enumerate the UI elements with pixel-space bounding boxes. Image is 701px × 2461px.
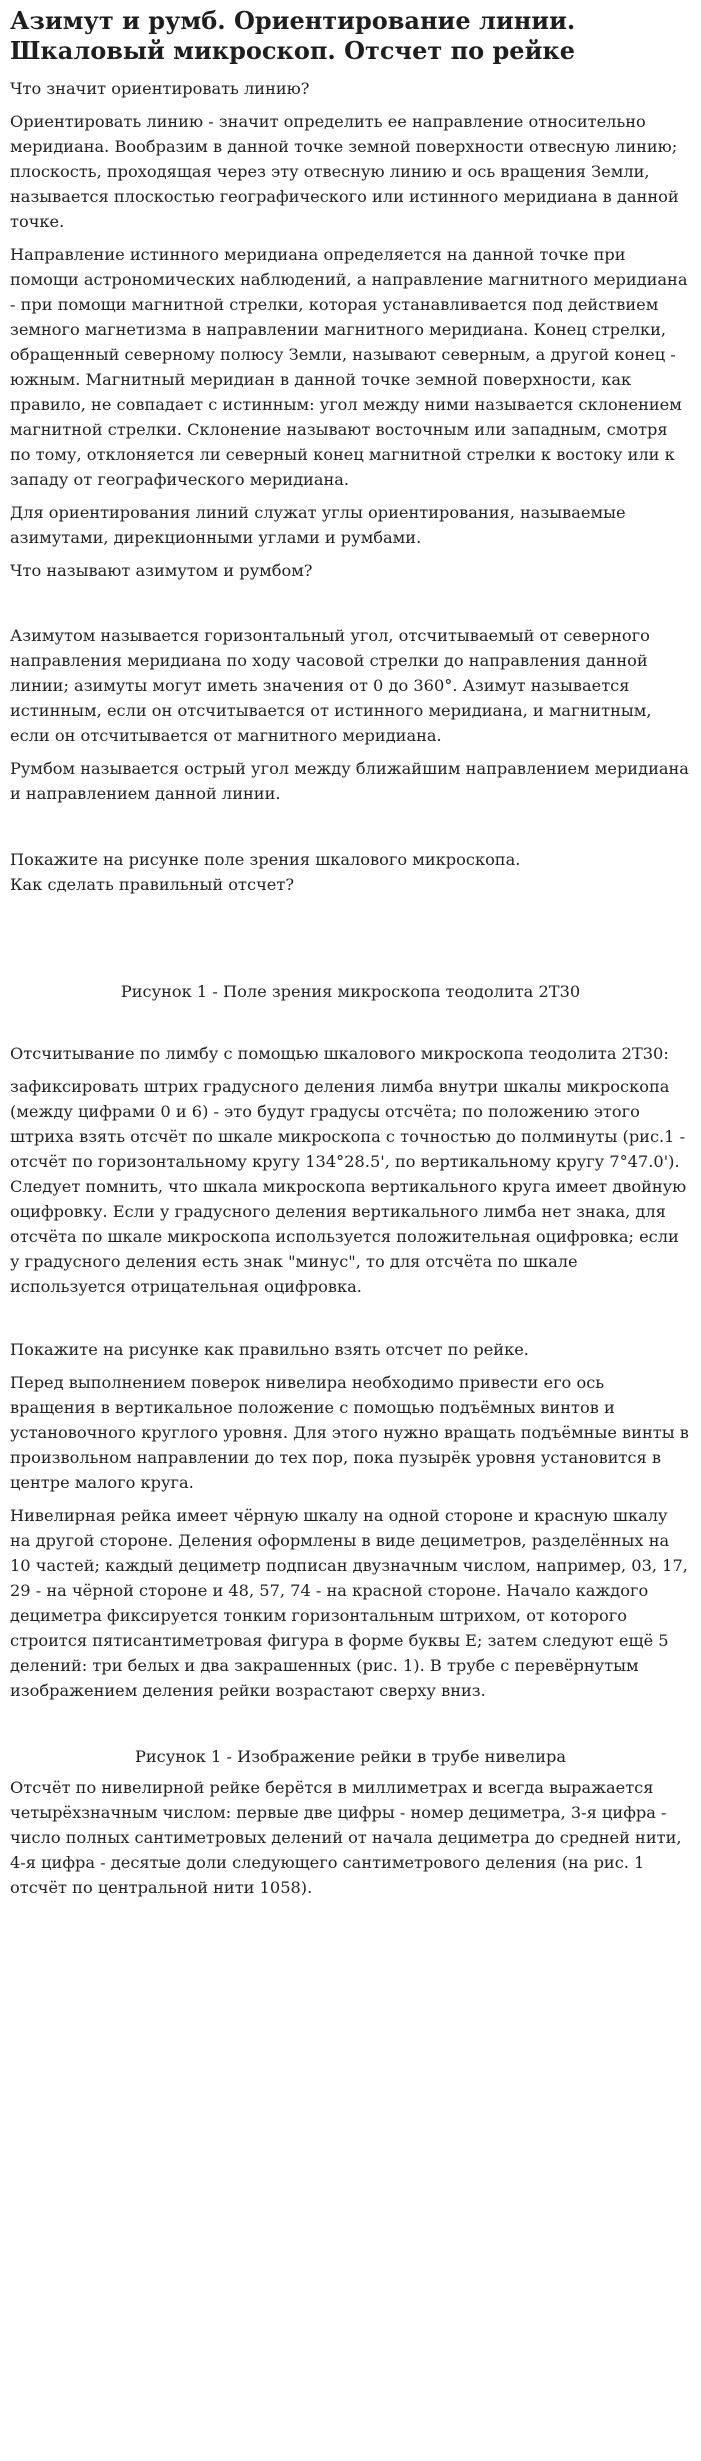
question-staff-reading: Покажите на рисунке как правильно взять отсчет по рейке. [10,1340,529,1359]
paragraph-reading-intro: Отсчитывание по лимбу с помощью шкалового микроскопа теодолита 2Т30: [10,1044,669,1063]
figure-1-caption: Рисунок 1 - Поле зрения микроскопа теодолита 2Т30 [120,982,581,1001]
question-orientation: Что значит ориентировать линию? [10,79,310,98]
figure-2-caption: Рисунок 1 - Изображение рейки в трубе нивелира [134,1747,567,1766]
spacer [10,1307,691,1337]
paragraph-reading-procedure: зафиксировать штрих градусного деления лимба внутри шкалы микроскопа (между цифрами 0 и 6) - это будут градусы отсчёта; по положению этого штриха взять отсчёт по шкале микроскопа с точностью до полминуты (рис.1 - отсчёт по горизонтальному кругу 134°28.5', по вертикальному кругу 7°47.0'). Следует помнить, что шкала микроскопа вертикального круга имеет двойную оцифровку. Если у градусного деления вертикального лимба нет знака, для отсчёта по шкале микроскопа используется положительная оцифровка; если у градусного деления есть знак "минус", то для отсчёта по шкале используется отрицательная оцифровка. [10,1077,687,1296]
paragraph-orientation-definition: Ориентировать линию - значит определить ее направление относительно меридиана. Вообразим в данной точке земной поверхности отвесную линию; плоскость, проходящая через эту отвесную линию и ось вращения Земли, называется плоскостью географического или истинного меридиана в данной точке. [10,112,679,231]
paragraph-azimuth: Азимутом называется горизонтальный угол, отсчитываемый от северного направления меридиана по ходу часовой стрелки до направления данной линии; азимуты могут иметь значения от 0 до 360°. Азимут называется истинным, если он отсчитывается от истинного меридиана, и магнитным, если он отсчитывается от магнитного меридиана. [10,626,652,745]
paragraph-level-setup: Перед выполнением поверок нивелира необходимо привести его ось вращения в вертикальное положение с помощью подъёмных винтов и установочного круглого уровня. Для этого нужно вращать подъёмные винты в произвольном направлении до тех пор, пока пузырёк уровня установится в центре малого круга. [10,1373,689,1492]
question-azimuth-rhumb: Что называют азимутом и румбом? [10,561,313,580]
question-microscope-field: Покажите на рисунке поле зрения шкалового микроскопа. [10,850,521,869]
paragraph-leveling-staff: Нивелирная рейка имеет чёрную шкалу на одной стороне и красную шкалу на другой стороне. Деления оформлены в виде дециметров, разделённых на 10 частей; каждый дециметр подписан двузначным числом, например, 03, 17, 29 - на чёрной стороне и 48, 57, 74 - на красной стороне. Начало каждого дециметра фиксируется тонким горизонтальным штрихом, от которого строится пятисантиметровая фигура в форме буквы Е; затем следуют ещё 5 делений: три белых и два закрашенных (рис. 1). В трубе с перевёрнутым изображением деления рейки возрастают сверху вниз. [10,1506,688,1700]
paragraph-staff-reading-rule: Отсчёт по нивелирной рейке берётся в миллиметрах и всегда выражается четырёхзначным числом: первые две цифры - номер дециметра, 3-я цифра - число полных сантиметровых делений от начала дециметра до средней нити, 4-я цифра - десятые доли следующего сантиметрового деления (на рис. 1 отсчёт по центральной нити 1058). [10,1778,682,1897]
spacer [10,814,691,847]
question-reading: Как сделать правильный отсчет? [10,875,294,894]
paragraph-rhumb: Румбом называется острый угол между ближайшим направлением меридиана и направлением данной линии. [10,759,689,803]
figure-2-placeholder [10,1711,691,1744]
spacer [10,1004,691,1041]
paragraph-meridian-direction: Направление истинного меридиана определяется на данной точке при помощи астрономических наблюдений, а направление магнитного меридиана - при помощи магнитной стрелки, которая устанавливается под действием земного магнетизма в направлении магнитного меридиана. Конец стрелки, обращенный северному полюсу Земли, называют северным, а другой конец - южным. Магнитный меридиан в данной точке земной поверхности, как правило, не совпадает с истинным: угол между ними называется склонением магнитной стрелки. Склонение называют восточным или западным, смотря по тому, отклоняется ли северный конец магнитной стрелки к востоку или к западу от географического меридиана. [10,245,688,489]
page-title: Азимут и румб. Ориентирование линии. Шкаловый микроскоп. Отсчет по рейке [10,6,576,65]
paragraph-orientation-angles: Для ориентирования линий служат углы ориентирования, называемые азимутами, дирекционными углами и румбами. [10,503,626,547]
figure-1-placeholder [10,905,691,979]
spacer [10,591,691,623]
